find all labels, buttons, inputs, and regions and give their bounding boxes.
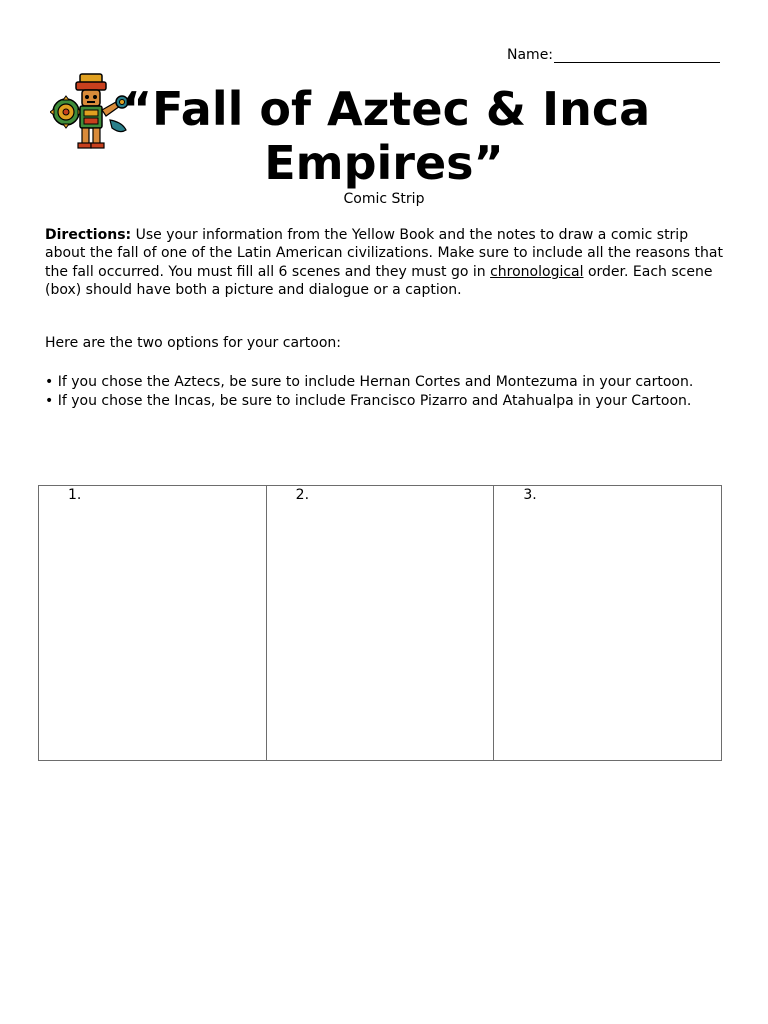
name-blank-line[interactable] xyxy=(554,46,720,63)
subtitle: Comic Strip xyxy=(343,191,425,207)
comic-panel-3[interactable] xyxy=(494,486,721,760)
panel-number: 2. xyxy=(295,487,310,503)
option-aztecs: • If you chose the Aztecs, be sure to include Hernan Cortes and Montezuma in your cartoon. xyxy=(45,374,694,390)
directions-underlined-word: chronological xyxy=(490,263,584,280)
name-field[interactable] xyxy=(507,46,720,63)
directions-text-1: Use your information from the Yellow Book and the notes to draw a comic strip about the fall of one of the Latin American civilizations. Make sure to include all the reasons that the fall occurred. You must fill all 6 scenes and they must go in xyxy=(45,227,723,280)
options-list xyxy=(45,373,725,411)
title-line-1: “Fall of Aztec & Inca xyxy=(121,82,651,136)
comic-strip-grid xyxy=(38,485,722,761)
panel-number: 1. xyxy=(68,487,82,503)
title-line-2: Empires” xyxy=(264,136,504,190)
page-title xyxy=(0,82,768,190)
directions-paragraph xyxy=(45,226,725,300)
name-label: Name: xyxy=(507,47,554,63)
directions-label: Directions: xyxy=(45,227,132,243)
directions-text-2: order. Each scene (box) should have both a picture and dialogue or a caption. xyxy=(45,263,713,299)
comic-panel-1[interactable] xyxy=(39,486,267,760)
panel-number: 3. xyxy=(523,487,537,503)
option-incas: • If you chose the Incas, be sure to include Francisco Pizarro and Atahualpa in your Cartoon. xyxy=(45,393,692,409)
options-intro: Here are the two options for your cartoon: xyxy=(45,335,342,351)
comic-panel-2[interactable] xyxy=(267,486,495,760)
